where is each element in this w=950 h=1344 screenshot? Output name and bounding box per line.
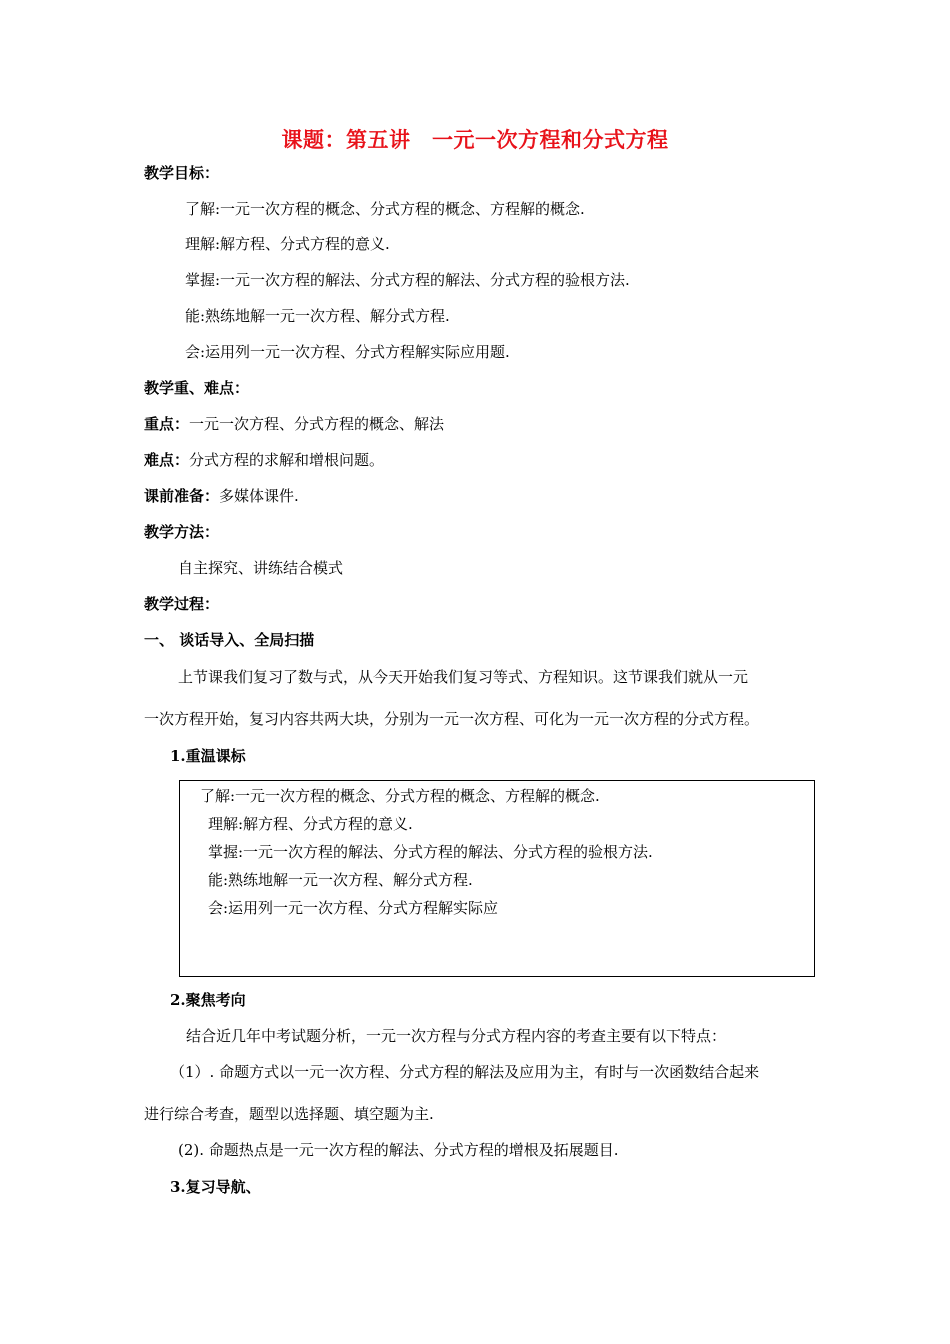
point1-line1: （1）. 命题方式以一元一次方程、分式方程的解法及应用为主，有时与一次函数结合起来 [170,1063,760,1081]
focus-text: 一元一次方程、分式方程的概念、解法 [189,415,445,433]
method-heading: 教学方法： [144,523,220,541]
intro-paragraph-line2: 一次方程开始，复习内容共两大块，分别为一元一次方程、可化为一元一次方程的分式方程。 [144,710,760,728]
point1-line2: 进行综合考查，题型以选择题、填空题为主. [144,1105,434,1123]
box-line-able: 能:熟练地解一元一次方程、解分式方程. [208,871,473,889]
preparation-line [144,486,299,506]
box-line-understand: 了解:一元一次方程的概念、分式方程的概念、方程解的概念. [200,787,600,805]
focus-line [144,414,444,434]
focus-intro: 结合近几年中考试题分析，一元一次方程与分式方程内容的考查主要有以下特点： [186,1027,727,1045]
difficulty-text: 分式方程的求解和增根问题。 [189,451,385,469]
objective-comprehend: 理解:解方程、分式方程的意义. [185,235,390,253]
objective-able: 能:熟练地解一元一次方程、解分式方程. [185,307,450,325]
sub3-heading: 3.复习导航、 [170,1178,261,1196]
process-heading: 教学过程： [144,595,220,613]
method-text: 自主探究、讲练结合模式 [178,559,344,577]
objectives-heading: 教学目标： [144,164,220,182]
lesson-title: 课题：第五讲 一元一次方程和分式方程 [281,127,669,152]
sub1-heading: 1.重温课标 [170,747,246,765]
box-line-can: 会:运用列一元一次方程、分式方程解实际应 [208,899,499,917]
difficulty-line [144,450,384,470]
sub2-heading: 2.聚焦考向 [170,991,246,1009]
preparation-text: 多媒体课件. [219,487,299,505]
preparation-label: 课前准备： [144,487,220,505]
box-line-comprehend: 理解:解方程、分式方程的意义. [208,815,413,833]
focus-label: 重点： [144,415,190,433]
key-points-heading: 教学重、难点： [144,379,250,397]
box-line-master: 掌握:一元一次方程的解法、分式方程的解法、分式方程的验根方法. [208,843,653,861]
difficulty-label: 难点： [144,451,190,469]
objective-understand: 了解:一元一次方程的概念、分式方程的概念、方程解的概念. [185,200,585,218]
objective-master: 掌握:一元一次方程的解法、分式方程的解法、分式方程的验根方法. [185,271,630,289]
point2: (2). 命题热点是一元一次方程的解法、分式方程的增根及拓展题目. [178,1141,619,1159]
objective-can: 会:运用列一元一次方程、分式方程解实际应用题. [185,343,510,361]
section1-heading: 一、 谈话导入、全局扫描 [144,631,315,649]
curriculum-standards-box [179,780,815,977]
intro-paragraph-line1: 上节课我们复习了数与式，从今天开始我们复习等式、方程知识。这节课我们就从一元 [178,668,749,686]
